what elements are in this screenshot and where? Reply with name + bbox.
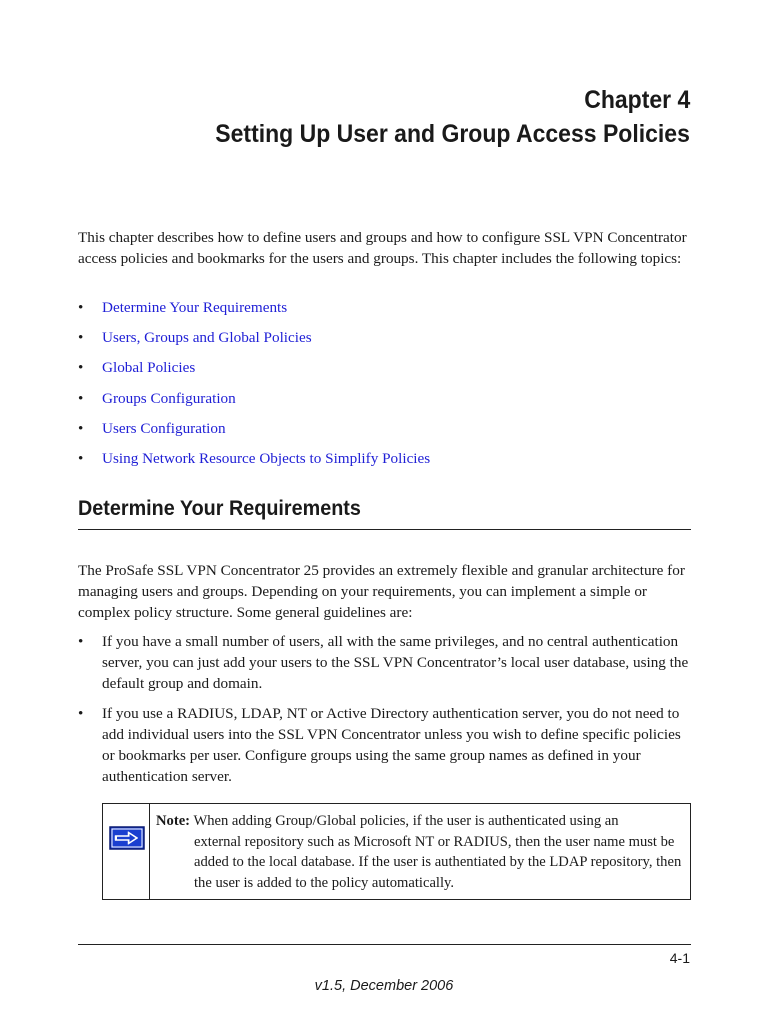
guideline-text: If you use a RADIUS, LDAP, NT or Active Directory authentication server, you do not need to add individual users into the SSL VPN Concentrator unless you wish to define specific policies or bookmarks per user. Configure groups using the same group names as defined in your authentication server. — [102, 705, 681, 785]
intro-paragraph: This chapter describes how to define users and groups and how to configure SSL VPN Concentrator access policies and bookmarks for the users and groups. This chapter includes the following topics: — [78, 229, 687, 267]
chapter-number: Chapter 4 — [583, 86, 690, 114]
chapter-title: Setting Up User and Group Access Policies — [215, 120, 690, 148]
bullet: • — [78, 329, 84, 347]
topic-list — [78, 297, 430, 478]
page-number: 4-1 — [669, 950, 690, 966]
bullet: • — [78, 299, 84, 316]
list-item — [78, 388, 430, 418]
guideline-text: If you have a small number of users, all with the same privileges, and no central authentication server, you can just add your users to the SSL VPN Concentrator’s local user database, using the default group and domain. — [102, 633, 689, 692]
list-item — [78, 327, 430, 357]
arrow-right-icon — [109, 826, 145, 850]
bullet: • — [78, 359, 84, 377]
guideline-list — [78, 631, 690, 796]
list-item — [78, 631, 690, 694]
bullet: • — [78, 633, 84, 650]
note-content — [150, 804, 690, 899]
section-paragraph: The ProSafe SSL VPN Concentrator 25 provides an extremely flexible and granular architecture for managing users and groups. Depending on your requirements, you can implement a simple or complex policy structure. Some general guidelines are: — [78, 562, 685, 621]
topic-link-global-policies[interactable]: Global Policies — [102, 359, 196, 377]
note-label: Note: — [156, 813, 191, 829]
topic-link-groups-configuration[interactable]: Groups Configuration — [102, 389, 236, 407]
topic-link-determine-requirements[interactable]: Determine Your Requirements — [102, 299, 288, 316]
note-first-line: When adding Group/Global policies, if the user is authenticated using an — [193, 813, 619, 829]
note-rest: external repository such as Microsoft NT or RADIUS, then the user name must be added to the local database. If the user is authentiated by the LDAP repository, then the user is added to the policy automatically. — [194, 833, 682, 891]
bullet: • — [78, 419, 84, 437]
list-item — [78, 357, 430, 387]
version-label: v1.5, December 2006 — [314, 978, 454, 994]
topic-link-users-groups-global[interactable]: Users, Groups and Global Policies — [102, 329, 312, 347]
topic-link-network-resource-objects[interactable]: Using Network Resource Objects to Simplify Policies — [102, 449, 431, 467]
footer-divider — [78, 944, 691, 945]
list-item — [78, 448, 430, 478]
list-item — [78, 418, 430, 448]
bullet: • — [78, 449, 84, 467]
bullet: • — [78, 705, 84, 722]
note-box — [102, 803, 691, 900]
list-item — [78, 703, 690, 787]
list-item — [78, 297, 430, 327]
topic-link-users-configuration[interactable]: Users Configuration — [102, 419, 226, 437]
section-divider — [78, 529, 691, 530]
bullet: • — [78, 389, 84, 407]
section-heading: Determine Your Requirements — [78, 496, 361, 520]
note-icon-cell — [103, 804, 150, 899]
